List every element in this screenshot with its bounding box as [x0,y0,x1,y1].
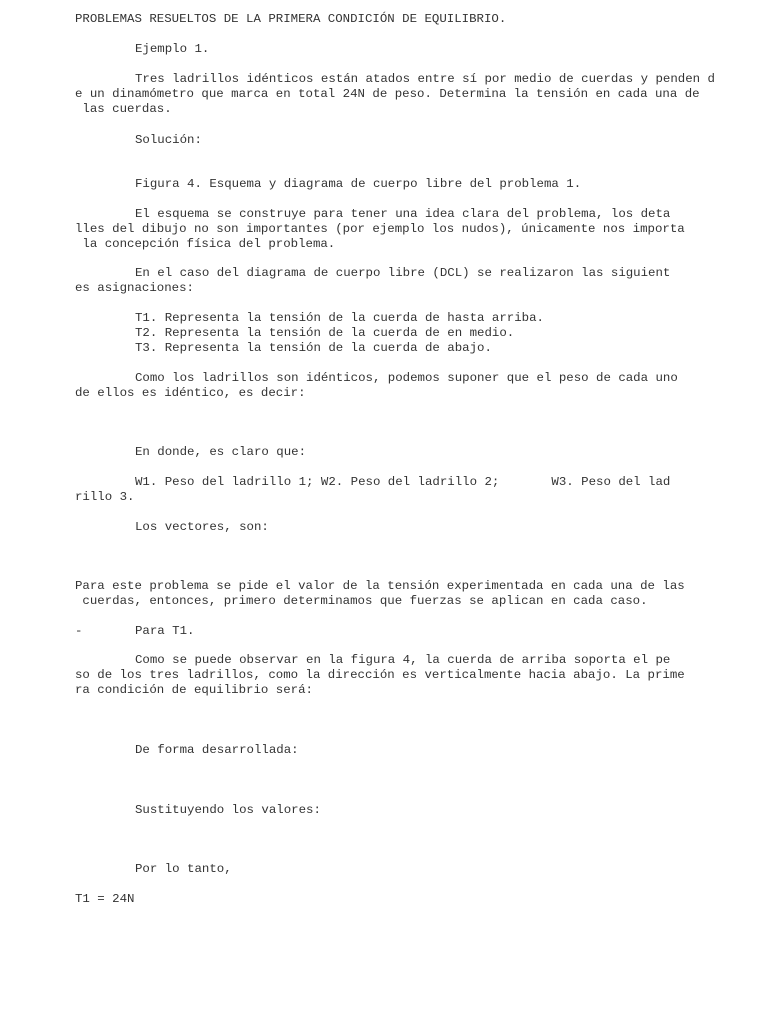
example-heading: Ejemplo 1. [135,42,210,56]
observe-line-2: so de los tres ladrillos, como la dirección es verticalmente hacia abajo. La prime [75,668,685,682]
result-t1: T1 = 24N [75,892,135,906]
request-line-2: cuerdas, entonces, primero determinamos que fuerzas se aplican en cada caso. [75,594,648,608]
tension-item-t2: T2. Representa la tensión de la cuerda de en medio. [135,326,515,340]
dcl-line-2: es asignaciones: [75,281,194,295]
request-line-1: Para este problema se pide el valor de la tensión experimentada en cada una de las [75,579,685,593]
solution-label: Solución: [135,133,202,147]
developed-label: De forma desarrollada: [135,743,299,757]
weights-line-2: rillo 3. [75,490,135,504]
problem-line-2: e un dinamómetro que marca en total 24N de peso. Determina la tensión en cada una de [75,87,700,101]
tension-item-t1: T1. Representa la tensión de la cuerda de hasta arriba. [135,311,544,325]
weights-line-1: W1. Peso del ladrillo 1; W2. Peso del ladrillo 2; W3. Peso del lad [135,475,671,489]
where-label: En donde, es claro que: [135,445,307,459]
identical-line-1: Como los ladrillos son idénticos, podemos suponer que el peso de cada uno [135,371,678,385]
scheme-line-2: lles del dibujo no son importantes (por ejemplo los nudos), únicamente nos importa [75,222,685,236]
problem-line-1: Tres ladrillos idénticos están atados entre sí por medio de cuerdas y penden d [135,72,715,86]
scheme-line-1: El esquema se construye para tener una idea clara del problema, los deta [135,207,671,221]
therefore-label: Por lo tanto, [135,862,232,876]
tension-item-t3: T3. Representa la tensión de la cuerda de abajo. [135,341,492,355]
figure-caption: Figura 4. Esquema y diagrama de cuerpo libre del problema 1. [135,177,582,191]
vectors-label: Los vectores, son: [135,520,269,534]
substitute-label: Sustituyendo los valores: [135,803,321,817]
observe-line-1: Como se puede observar en la figura 4, la cuerda de arriba soporta el pe [135,653,671,667]
document-title: PROBLEMAS RESUELTOS DE LA PRIMERA CONDICIÓN DE EQUILIBRIO. [75,12,507,26]
bullet-para-t1: Para T1. [135,624,195,638]
identical-line-2: de ellos es idéntico, es decir: [75,386,306,400]
bullet-dash: - [75,624,83,638]
problem-line-3: las cuerdas. [75,102,172,116]
dcl-line-1: En el caso del diagrama de cuerpo libre (DCL) se realizaron las siguient [135,266,671,280]
observe-line-3: ra condición de equilibrio será: [75,683,313,697]
scheme-line-3: la concepción física del problema. [75,237,336,251]
